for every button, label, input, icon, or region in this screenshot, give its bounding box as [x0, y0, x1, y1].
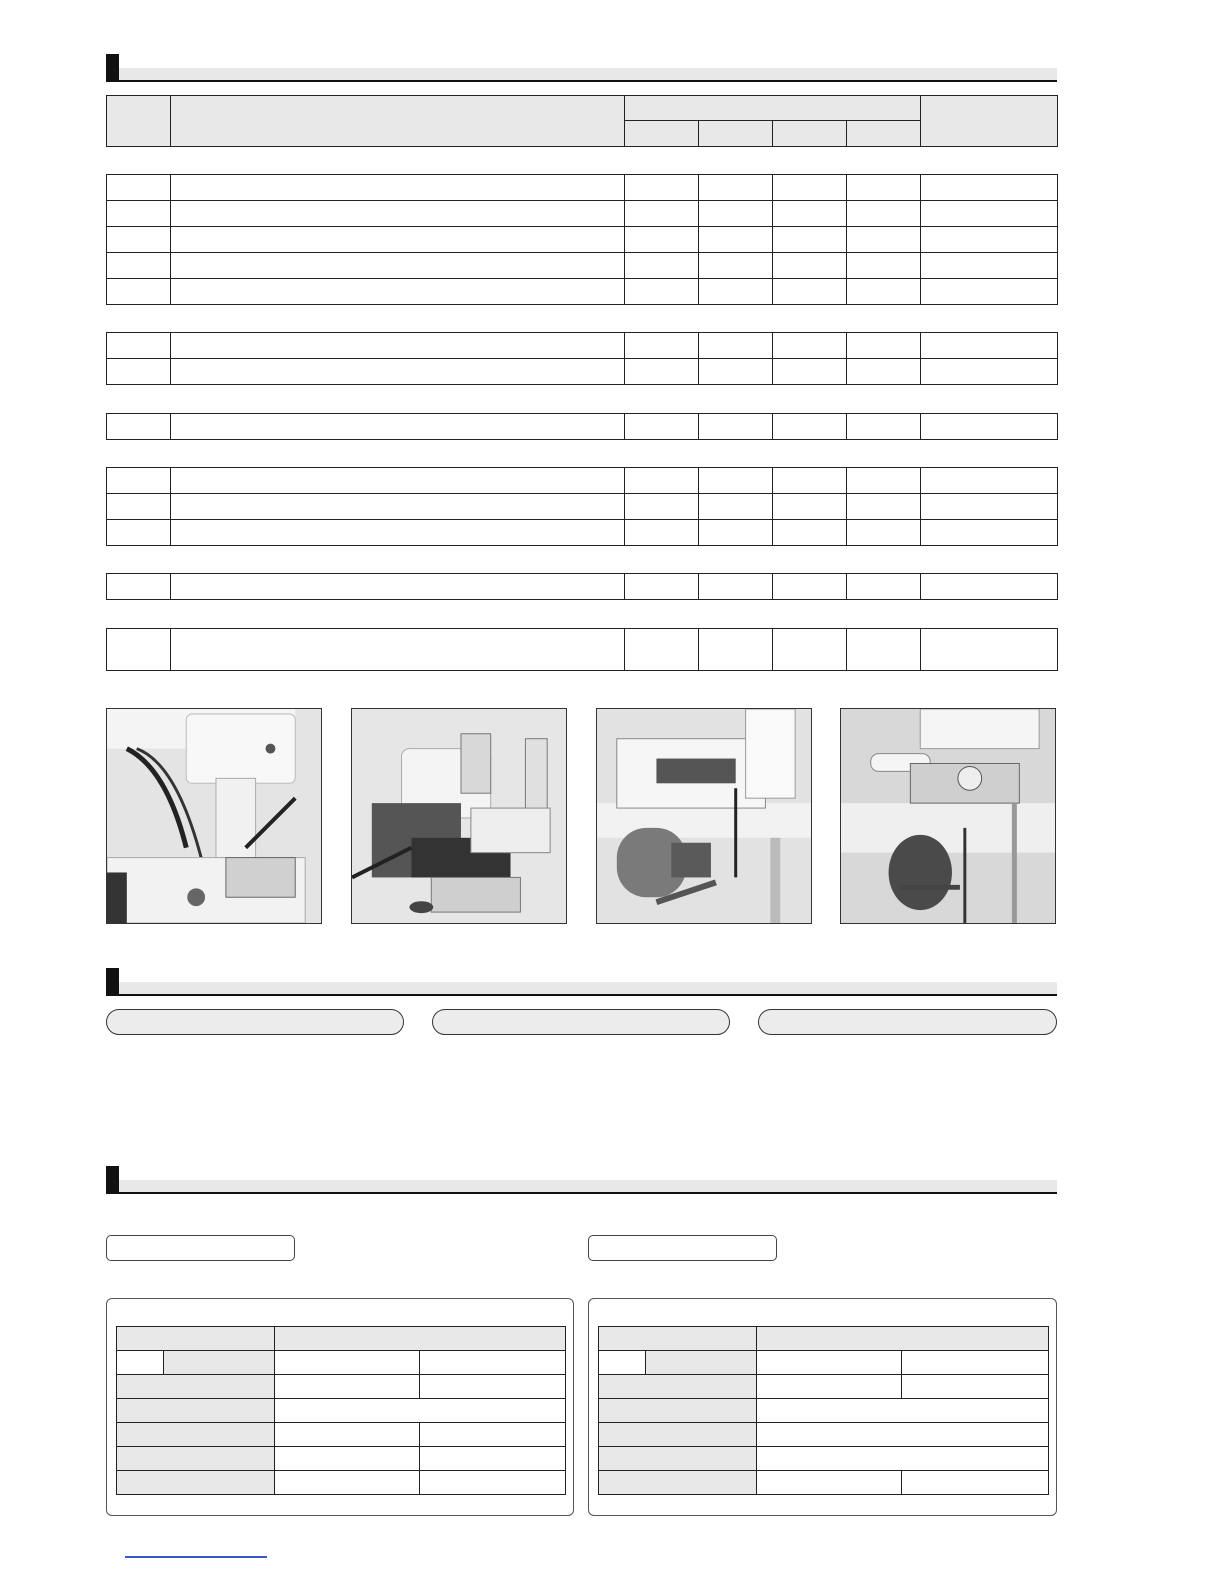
header-subcell	[847, 121, 921, 147]
table-cell	[171, 414, 625, 440]
table-cell	[847, 279, 921, 305]
table-cell	[275, 1327, 566, 1351]
table-cell	[699, 494, 773, 520]
table-cell	[773, 520, 847, 546]
header-cell-number	[107, 96, 171, 147]
table-cell	[625, 175, 699, 201]
table-cell	[171, 333, 625, 359]
table-cell	[773, 629, 847, 671]
table-cell	[921, 253, 1058, 279]
model-table-group-2	[106, 332, 1058, 385]
table-cell	[107, 629, 171, 671]
section-header-features	[106, 968, 1057, 996]
table-cell	[164, 1351, 275, 1375]
header-subcell	[773, 121, 847, 147]
feature-pill-2	[432, 1009, 730, 1035]
table-cell	[847, 227, 921, 253]
table-cell	[773, 574, 847, 600]
table-row	[599, 1447, 1049, 1471]
table-cell	[773, 253, 847, 279]
table-cell	[625, 494, 699, 520]
table-cell	[625, 574, 699, 600]
table-row	[107, 279, 1058, 305]
table-cell	[171, 201, 625, 227]
table-cell	[107, 201, 171, 227]
table-cell	[921, 629, 1058, 671]
table-cell	[420, 1375, 566, 1399]
table-row	[117, 1399, 566, 1423]
table-cell	[107, 468, 171, 494]
table-cell	[275, 1375, 420, 1399]
machine-photo-2	[351, 708, 567, 924]
machine-photo-3	[596, 708, 812, 924]
table-row	[599, 1423, 1049, 1447]
footer-rule	[125, 1556, 267, 1558]
table-cell	[921, 279, 1058, 305]
table-cell	[773, 201, 847, 227]
section-header-models	[106, 54, 1057, 82]
table-row	[107, 201, 1058, 227]
machine-illustration-2	[352, 709, 566, 923]
table-cell	[275, 1447, 420, 1471]
table-cell	[847, 359, 921, 385]
table-cell	[171, 468, 625, 494]
table-cell	[921, 574, 1058, 600]
table-cell	[599, 1375, 757, 1399]
table-cell	[117, 1375, 275, 1399]
table-cell	[847, 175, 921, 201]
table-cell	[107, 175, 171, 201]
model-table-group-5	[106, 573, 1058, 600]
table-cell	[757, 1399, 1049, 1423]
table-cell	[625, 414, 699, 440]
model-table-group-3	[106, 413, 1058, 440]
table-row	[599, 1327, 1049, 1351]
feature-pill-3	[758, 1009, 1057, 1035]
table-cell	[757, 1423, 1049, 1447]
table-cell	[699, 359, 773, 385]
table-cell	[699, 279, 773, 305]
header-cell-model	[171, 96, 625, 147]
table-cell	[275, 1423, 420, 1447]
table-row	[107, 468, 1058, 494]
section-header-specifications	[106, 1166, 1057, 1194]
table-cell	[847, 201, 921, 227]
table-row	[107, 96, 1058, 121]
model-table-group-4	[106, 467, 1058, 546]
table-cell	[699, 253, 773, 279]
table-cell	[757, 1375, 902, 1399]
table-cell	[757, 1327, 1049, 1351]
spec-table-1	[116, 1326, 566, 1495]
table-cell	[171, 253, 625, 279]
table-cell	[107, 520, 171, 546]
table-cell	[699, 574, 773, 600]
table-row	[599, 1351, 1049, 1375]
machine-photo-1	[106, 708, 322, 924]
spec-tag-1	[106, 1235, 295, 1261]
table-cell	[773, 175, 847, 201]
table-cell	[921, 201, 1058, 227]
table-cell	[699, 629, 773, 671]
section-marker	[106, 968, 119, 996]
table-row	[107, 574, 1058, 600]
spec-box-2	[588, 1298, 1057, 1516]
section-title-band	[119, 1180, 1057, 1194]
table-cell	[847, 468, 921, 494]
table-cell	[107, 253, 171, 279]
table-cell	[699, 468, 773, 494]
table-cell	[625, 279, 699, 305]
table-cell	[599, 1423, 757, 1447]
table-cell	[107, 494, 171, 520]
table-row	[107, 359, 1058, 385]
table-cell	[625, 629, 699, 671]
table-cell	[420, 1423, 566, 1447]
table-cell	[171, 520, 625, 546]
table-cell	[625, 227, 699, 253]
table-cell	[921, 227, 1058, 253]
table-cell	[921, 333, 1058, 359]
table-cell	[107, 359, 171, 385]
table-row	[117, 1351, 566, 1375]
table-cell	[699, 414, 773, 440]
spec-box-1	[106, 1298, 574, 1516]
header-subcell	[699, 121, 773, 147]
table-row	[107, 494, 1058, 520]
header-subcell	[625, 121, 699, 147]
table-cell	[699, 520, 773, 546]
table-cell	[921, 468, 1058, 494]
table-cell	[773, 279, 847, 305]
table-row	[107, 629, 1058, 671]
table-cell	[107, 279, 171, 305]
model-table-group-6	[106, 628, 1058, 671]
table-row	[117, 1327, 566, 1351]
section-marker	[106, 1166, 119, 1194]
table-cell	[625, 359, 699, 385]
table-cell	[699, 227, 773, 253]
table-cell	[117, 1327, 275, 1351]
model-table-group-1	[106, 174, 1058, 305]
header-cell-remarks	[921, 96, 1058, 147]
table-cell	[921, 494, 1058, 520]
spec-tag-2	[588, 1235, 777, 1261]
section-marker	[106, 54, 119, 82]
table-cell	[117, 1351, 164, 1375]
table-cell	[773, 227, 847, 253]
table-cell	[902, 1375, 1049, 1399]
table-cell	[107, 227, 171, 253]
table-cell	[847, 574, 921, 600]
table-row	[107, 227, 1058, 253]
spec-table-2	[598, 1326, 1049, 1495]
table-row	[599, 1399, 1049, 1423]
table-cell	[773, 414, 847, 440]
header-cell-group	[625, 96, 921, 121]
table-cell	[171, 494, 625, 520]
table-row	[107, 520, 1058, 546]
table-cell	[275, 1471, 420, 1495]
table-cell	[773, 359, 847, 385]
table-cell	[757, 1351, 902, 1375]
table-cell	[773, 468, 847, 494]
table-cell	[847, 333, 921, 359]
section-title-band	[119, 68, 1057, 82]
table-cell	[921, 520, 1058, 546]
table-row	[107, 333, 1058, 359]
table-cell	[847, 253, 921, 279]
table-cell	[902, 1351, 1049, 1375]
table-row	[107, 175, 1058, 201]
table-cell	[625, 201, 699, 227]
table-cell	[625, 253, 699, 279]
table-cell	[699, 201, 773, 227]
table-cell	[117, 1399, 275, 1423]
table-cell	[171, 359, 625, 385]
table-cell	[420, 1471, 566, 1495]
table-cell	[599, 1351, 646, 1375]
table-cell	[171, 574, 625, 600]
table-row	[117, 1423, 566, 1447]
table-row	[107, 253, 1058, 279]
table-cell	[646, 1351, 757, 1375]
table-cell	[773, 494, 847, 520]
table-row	[599, 1375, 1049, 1399]
table-cell	[275, 1351, 420, 1375]
table-row	[117, 1375, 566, 1399]
table-cell	[847, 494, 921, 520]
feature-pill-1	[106, 1009, 404, 1035]
machine-illustration-1	[107, 709, 321, 923]
section-title-band	[119, 982, 1057, 996]
table-cell	[107, 414, 171, 440]
table-cell	[699, 175, 773, 201]
table-cell	[599, 1447, 757, 1471]
table-row	[107, 414, 1058, 440]
table-cell	[625, 333, 699, 359]
table-cell	[420, 1351, 566, 1375]
table-cell	[599, 1471, 757, 1495]
table-cell	[117, 1447, 275, 1471]
table-cell	[117, 1471, 275, 1495]
table-cell	[757, 1447, 1049, 1471]
machine-illustration-4	[841, 709, 1055, 923]
table-cell	[171, 227, 625, 253]
table-cell	[171, 175, 625, 201]
table-cell	[107, 333, 171, 359]
table-row	[117, 1447, 566, 1471]
table-cell	[847, 414, 921, 440]
table-cell	[847, 629, 921, 671]
table-cell	[599, 1327, 757, 1351]
table-cell	[921, 414, 1058, 440]
table-cell	[757, 1471, 902, 1495]
table-cell	[921, 175, 1058, 201]
table-cell	[599, 1399, 757, 1423]
table-cell	[921, 359, 1058, 385]
table-cell	[117, 1423, 275, 1447]
model-table-header	[106, 95, 1058, 147]
table-cell	[171, 279, 625, 305]
table-cell	[699, 333, 773, 359]
table-cell	[625, 468, 699, 494]
table-row	[117, 1471, 566, 1495]
table-cell	[847, 520, 921, 546]
machine-illustration-3	[597, 709, 811, 923]
table-cell	[420, 1447, 566, 1471]
table-cell	[625, 520, 699, 546]
table-row	[599, 1471, 1049, 1495]
machine-photo-4	[840, 708, 1056, 924]
table-cell	[773, 333, 847, 359]
table-cell	[171, 629, 625, 671]
table-cell	[275, 1399, 566, 1423]
table-cell	[902, 1471, 1049, 1495]
table-cell	[107, 574, 171, 600]
